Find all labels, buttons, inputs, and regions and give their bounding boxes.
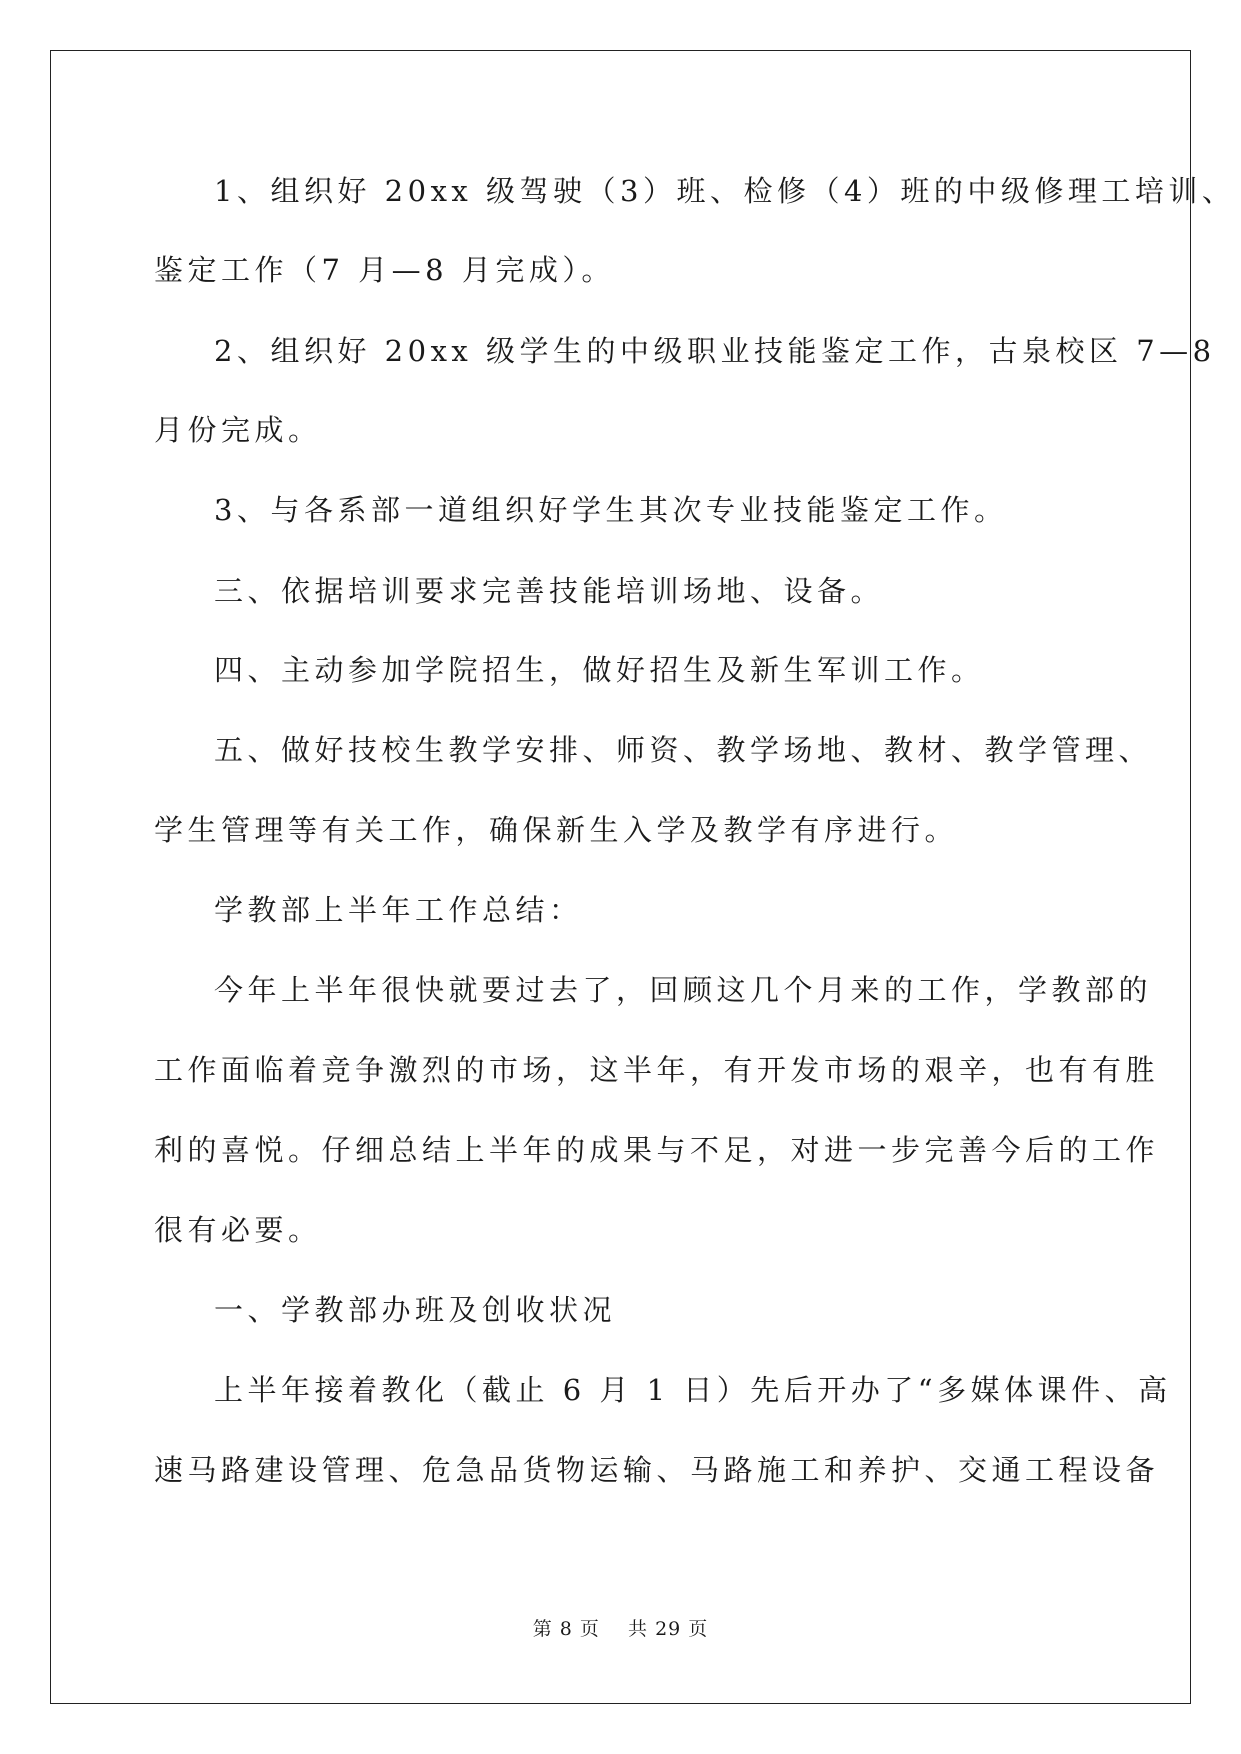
paragraph-line: 学生管理等有关工作，确保新生入学及教学有序进行。 — [154, 813, 959, 847]
paragraph-line: 速马路建设管理、危急品货物运输、马路施工和养护、交通工程设备 — [154, 1453, 1160, 1487]
paragraph-line: 学教部上半年工作总结： — [214, 893, 583, 927]
paragraph-line: 鉴定工作（7 月—8 月完成）。 — [154, 253, 615, 287]
paragraph-line: 3、与各系部一道组织好学生其次专业技能鉴定工作。 — [214, 493, 1008, 527]
paragraph-line: 1、组织好 20xx 级驾驶（3）班、检修（4）班的中级修理工培训、 — [214, 174, 1236, 208]
paragraph-line: 四、主动参加学院招生，做好招生及新生军训工作。 — [214, 653, 985, 687]
paragraph-line: 五、做好技校生教学安排、师资、教学场地、教材、教学管理、 — [214, 733, 1153, 767]
paragraph-line: 很有必要。 — [154, 1213, 322, 1247]
paragraph-line: 2、组织好 20xx 级学生的中级职业技能鉴定工作，古泉校区 7—8 — [214, 334, 1216, 368]
paragraph-line: 月份完成。 — [154, 413, 322, 447]
paragraph-line: 上半年接着教化（截止 6 月 1 日）先后开办了“多媒体课件、高 — [214, 1373, 1172, 1407]
paragraph-line: 利的喜悦。仔细总结上半年的成果与不足，对进一步完善今后的工作 — [154, 1133, 1160, 1167]
paragraph-line: 工作面临着竞争激烈的市场，这半年，有开发市场的艰辛，也有有胜 — [154, 1053, 1160, 1087]
paragraph-line: 一、学教部办班及创收状况 — [214, 1293, 617, 1327]
paragraph-line: 今年上半年很快就要过去了，回顾这几个月来的工作，学教部的 — [214, 973, 1153, 1007]
page-number-footer: 第 8 页 共 29 页 — [532, 1618, 709, 1640]
paragraph-line: 三、依据培训要求完善技能培训场地、设备。 — [214, 574, 885, 608]
